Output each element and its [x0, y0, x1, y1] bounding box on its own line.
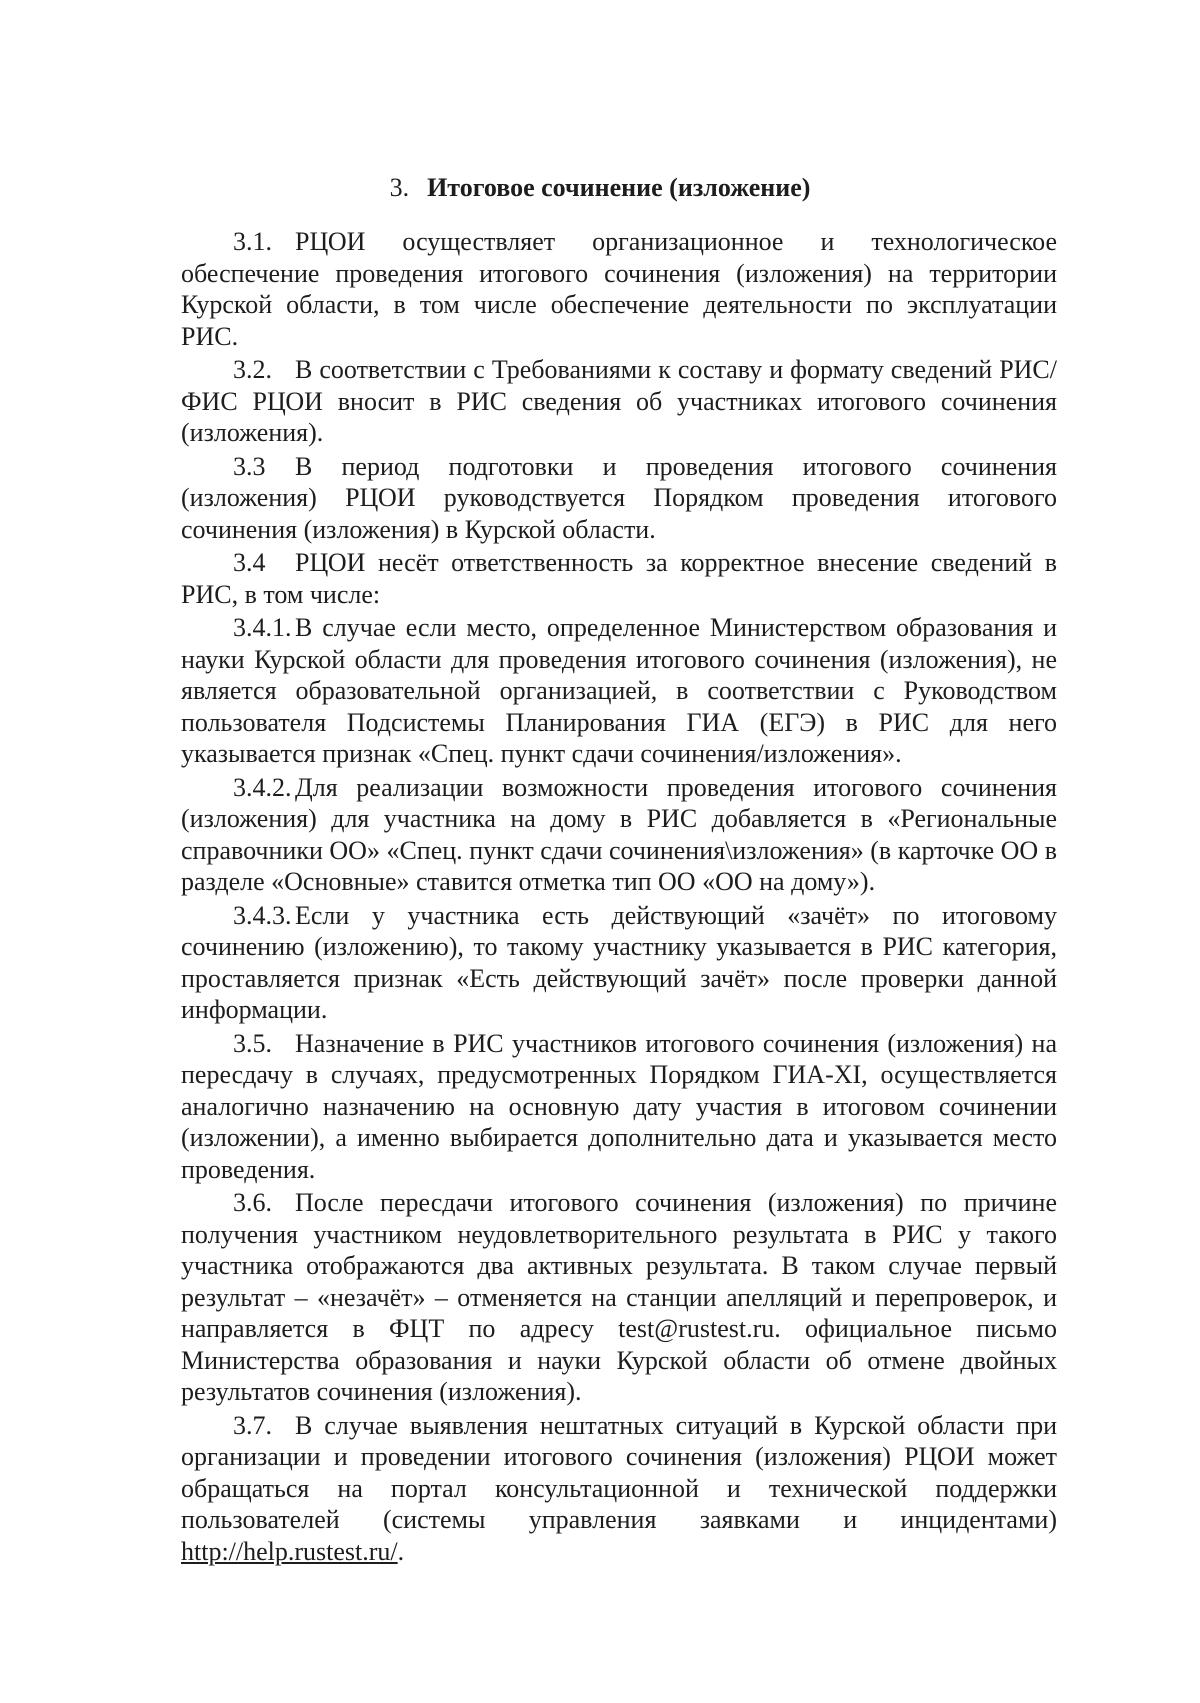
paragraph-text: В соответствии с Требованиями к составу и формату сведений РИС/ФИС РЦОИ вносит в РИС сведения об участниках итогового сочинения (изложения).	[181, 355, 1057, 447]
section-heading	[0, 172, 1200, 204]
paragraph-number: 3.6.	[233, 1188, 272, 1217]
paragraph-text: В случае если место, определенное Министерством образования и науки Курской области для проведения итогового сочинения (изложения), не является образовательной организацией, в соответствии с Руководством пользователя Подсистемы Планирования ГИА (ЕГЭ) в РИС для него указывается признак «Спец. пункт сдачи сочинения/изложения».	[181, 613, 1057, 768]
paragraph-3-4-1	[181, 612, 1057, 770]
paragraph-text: Если у участника есть действующий «зачёт» по итоговому сочинению (изложению), то такому участнику указывается в РИС категория, проставляется признак «Есть действующий зачёт» после проверки данной информации.	[181, 900, 1057, 1024]
paragraph-3-3	[181, 451, 1057, 546]
paragraph-text: Назначение в РИС участников итогового сочинения (изложения) на пересдачу в случаях, предусмотренных Порядком ГИА-XI, осуществляется аналогично назначению на основную дату участия в итоговом сочинении (изложении), а именно выбирается дополнительно дата и указывается место проведения.	[181, 1028, 1057, 1184]
paragraph-number: 3.1.	[233, 227, 272, 256]
paragraph-3-2	[181, 354, 1057, 449]
paragraph-number: 3.4.2.	[233, 772, 292, 802]
paragraph-text: После пересдачи итогового сочинения (изложения) по причине получения участником неудовлетворительного результата в РИС у такого участника отображаются два активных результата. В таком случае первый результат – «незачёт» – отменяется на станции апелляций и перепроверок, и направляется в ФЦТ по адресу test@rustest.ru. официальное письмо Министерства образования и науки Курской области об отмене двойных результатов сочинения (изложения).	[181, 1188, 1057, 1406]
paragraph-text: РЦОИ осуществляет организационное и технологическое обеспечение проведения итогового сочинения (изложения) на территории Курской области, в том числе обеспечение деятельности по эксплуатации РИС.	[181, 227, 1057, 351]
support-portal-link[interactable]: http://help.rustest.ru/	[181, 1536, 398, 1566]
paragraph-text: РЦОИ несёт ответственность за корректное внесение сведений в РИС, в том числе:	[181, 548, 1057, 609]
paragraph-text: В случае выявления нештатных ситуаций в Курской области при организации и проведении итогового сочинения (изложения) РЦОИ может обращаться на портал консультационной и технической поддержки пользователей (системы управления заявками и инцидентами)	[181, 1410, 1057, 1534]
paragraph-number: 3.4.1.	[233, 613, 292, 642]
paragraph-number: 3.4.3.	[233, 900, 292, 930]
document-body	[181, 226, 1057, 1569]
paragraph-number: 3.7.	[233, 1410, 272, 1440]
paragraph-3-4-2	[181, 772, 1057, 898]
paragraph-3-6	[181, 1187, 1057, 1408]
paragraph-3-7	[181, 1410, 1057, 1568]
paragraph-tail: .	[397, 1536, 405, 1566]
paragraph-number: 3.3	[233, 451, 266, 481]
paragraph-3-4-3	[181, 900, 1057, 1026]
paragraph-3-5	[181, 1028, 1057, 1186]
paragraph-text: Для реализации возможности проведения итогового сочинения (изложения) для участника на дому в РИС добавляется в «Региональные справочники ОО» «Спец. пункт сдачи сочинения\изложения» (в карточке ОО в разделе «Основные» ставится отметка тип ОО «ОО на дому»).	[181, 772, 1057, 896]
paragraph-text: В период подготовки и проведения итогового сочинения (изложения) РЦОИ руководствуется Порядком проведения итогового сочинения (изложения) в Курской области.	[181, 451, 1057, 544]
section-title: Итоговое сочинение (изложение)	[427, 173, 811, 202]
paragraph-3-1	[181, 226, 1057, 352]
paragraph-number: 3.2.	[233, 355, 272, 384]
paragraph-3-4	[181, 547, 1057, 610]
paragraph-number: 3.5.	[233, 1028, 272, 1058]
section-number: 3.	[389, 173, 410, 202]
paragraph-number: 3.4	[233, 548, 266, 577]
